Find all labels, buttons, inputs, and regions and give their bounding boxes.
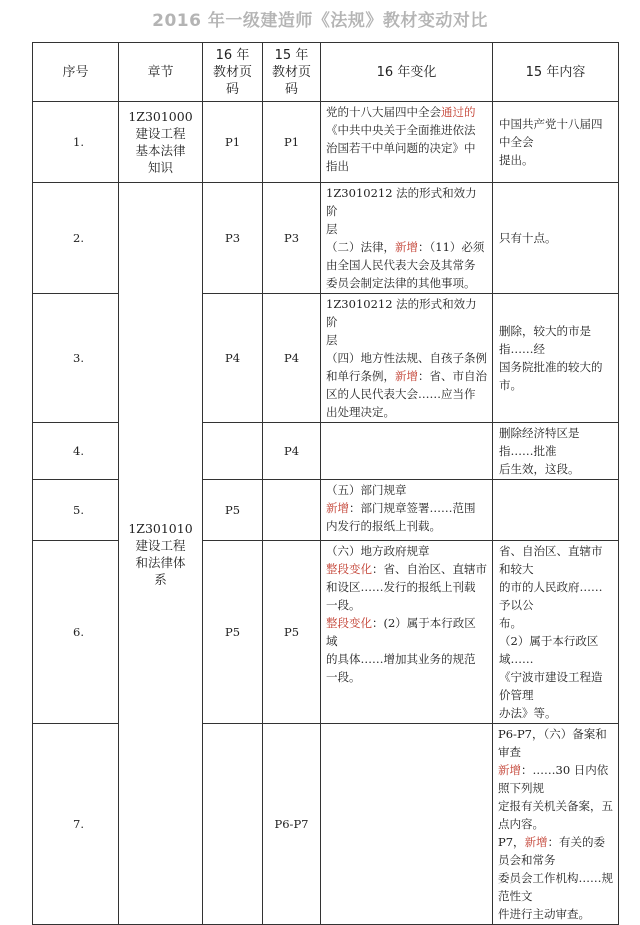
- change-text: 件进行主动审查。: [498, 907, 590, 921]
- row-seq: 3.: [33, 294, 119, 423]
- content-line: 中国共产党十八届四中全会: [499, 117, 603, 149]
- change-text: 内发行的报纸上刊载。: [326, 519, 441, 533]
- change-line: [326, 596, 487, 614]
- change-text: 定报有关机关备案，五点内容。: [498, 799, 613, 831]
- header-chapter: 章节: [119, 43, 203, 102]
- chapter-line: 知识: [147, 160, 173, 175]
- row-seq: 4.: [33, 423, 119, 480]
- page15-cell: P4: [263, 294, 321, 423]
- page15-cell: P5: [263, 541, 321, 724]
- change-text: 层: [326, 222, 338, 236]
- page15-cell: P1: [263, 102, 321, 183]
- header-change16: 16 年变化: [321, 43, 493, 102]
- change-text: 由全国人民代表大会及其常务: [326, 258, 476, 272]
- highlight-text: 整段变化: [326, 616, 372, 630]
- content-line: （2）属于本行政区域……: [499, 634, 599, 666]
- header-page15: [263, 43, 321, 102]
- change-text: ：有关的委员会和常务: [498, 835, 606, 867]
- header-page16-line: 16 年: [215, 47, 250, 63]
- page15-cell: P3: [263, 183, 321, 294]
- change-text: 层: [326, 333, 338, 347]
- content15-cell: [493, 183, 619, 294]
- page16-cell: P3: [203, 183, 263, 294]
- chapter-line: 建设工程: [135, 537, 186, 553]
- change16-cell: [321, 423, 493, 480]
- chapter-line: 系: [154, 571, 167, 587]
- change-text: 出处理决定。: [326, 405, 395, 419]
- highlight-text: 新增: [326, 501, 349, 515]
- change-line: [326, 220, 487, 238]
- change-line: [326, 614, 487, 650]
- highlight-text: 整段变化: [326, 562, 372, 576]
- change-line: [326, 238, 487, 256]
- header-page15-line: 15 年: [274, 47, 309, 63]
- header-page16: [203, 43, 263, 102]
- change-line: [498, 905, 613, 923]
- highlight-text: 新增: [395, 240, 418, 254]
- highlight-text: 通过的: [441, 105, 476, 119]
- change-line: [326, 274, 487, 292]
- chapter-cell: [203, 724, 263, 925]
- change-text: 和单行条例，: [326, 369, 395, 383]
- content15-cell: [493, 480, 619, 541]
- change-text: 指出: [326, 159, 349, 173]
- change-text: 治国若干中单问题的决定》中: [326, 141, 476, 155]
- page-title: 2016 年一级建造师《法规》教材变动对比: [152, 11, 488, 31]
- change-text: 1Z3010212 法的形式和效力阶: [326, 186, 477, 218]
- header-page16-line: 教材页: [212, 64, 252, 80]
- row-seq: 6.: [33, 541, 119, 724]
- change-line: [326, 578, 487, 596]
- change-line: [326, 256, 487, 274]
- content-line: 后生效，这段。: [499, 462, 580, 476]
- content-line: 办法》等。: [499, 706, 557, 720]
- change-line: [326, 542, 487, 560]
- change16-cell: [493, 724, 619, 925]
- change-line: [326, 499, 487, 517]
- chapter-cell: [119, 183, 203, 925]
- change-text: 委员会制定法律的其他事项。: [326, 276, 476, 290]
- change-line: [326, 403, 487, 421]
- content-line: 删除，较大的市是指……经: [499, 324, 591, 356]
- content-line: 的市的人民政府……予以公: [499, 580, 603, 612]
- change-text: P6-P7，（六）备案和审查: [498, 727, 607, 759]
- page16-cell: P5: [203, 541, 263, 724]
- header-content15: 15 年内容: [493, 43, 619, 102]
- change-line: [326, 184, 487, 220]
- chapter-line: 1Z301010: [128, 520, 193, 536]
- change16-cell: [321, 294, 493, 423]
- change-text: 1Z3010212 法的形式和效力阶: [326, 297, 477, 329]
- change-text: 和设区……发行的报纸上刊载: [326, 580, 476, 594]
- content-line: 布。: [499, 616, 522, 630]
- change-text: ：……30 日内依照下列规: [498, 763, 609, 795]
- content-line: 提出。: [499, 153, 534, 167]
- header-row: [33, 43, 619, 102]
- change-line: [326, 103, 487, 121]
- content15-cell: [493, 423, 619, 480]
- row-seq: 1.: [33, 102, 119, 183]
- content-line: 《宁波市建设工程造价管理: [499, 670, 603, 702]
- change-text: 委员会工作机构……规范性文: [498, 871, 613, 903]
- change-line: [498, 797, 613, 833]
- change-text: 区的人民代表大会……应当作: [326, 387, 476, 401]
- change-line: [326, 517, 487, 535]
- change-line: [326, 560, 487, 578]
- change-line: [498, 833, 613, 869]
- change-text: ：省、市自治: [418, 369, 487, 383]
- change-line: [326, 385, 487, 403]
- change-text: 一段。: [326, 598, 361, 612]
- change-text: 《中共中央关于全面推进依法: [326, 123, 476, 137]
- change-text: （六）地方政府规章: [326, 544, 430, 558]
- row-seq: 5.: [33, 480, 119, 541]
- change-text: ：部门规章签署……范围: [349, 501, 476, 515]
- change-text: 党的十八大届四中全会: [326, 105, 441, 119]
- highlight-text: 新增: [498, 763, 521, 777]
- change-line: [326, 349, 487, 367]
- page16-cell: P4: [203, 294, 263, 423]
- header-page16-line: 码: [225, 81, 239, 97]
- change-line: [498, 725, 613, 761]
- change-line: [326, 331, 487, 349]
- table-row: [33, 102, 619, 183]
- change-text: ：省、自治区、直辖市: [372, 562, 487, 576]
- change-line: [326, 367, 487, 385]
- chapter-line: 1Z301000: [128, 109, 193, 124]
- content-line: 省、自治区、直辖市和较大: [499, 544, 603, 576]
- chapter-line: 建设工程: [135, 126, 186, 141]
- content-line: 国务院批准的较大的市。: [499, 360, 603, 392]
- header-page15-line: 码: [284, 81, 298, 97]
- change-text: ：(2）属于本行政区域: [326, 616, 476, 648]
- highlight-text: 新增: [395, 369, 418, 383]
- table-row: [33, 183, 619, 294]
- change-line: [498, 869, 613, 905]
- change16-cell: [321, 541, 493, 724]
- change-text: （二）法律，: [326, 240, 395, 254]
- change-line: [326, 157, 487, 175]
- page16-cell: [203, 423, 263, 480]
- change-text: 的具体……增加其业务的规范: [326, 652, 476, 666]
- change-line: [326, 295, 487, 331]
- page15-cell: [263, 480, 321, 541]
- content15-cell: [493, 294, 619, 423]
- change-text: P7，: [498, 835, 525, 849]
- change16-cell: [321, 183, 493, 294]
- change-line: [326, 139, 487, 157]
- change-text: 一段。: [326, 670, 361, 684]
- header-seq: 序号: [33, 43, 119, 102]
- content15-cell: [493, 102, 619, 183]
- change16-cell: [321, 480, 493, 541]
- content-line: 删除经济特区是指……批准: [499, 426, 580, 458]
- change-text: ：（11）必须: [418, 240, 485, 254]
- change-text: （五）部门规章: [326, 483, 407, 497]
- page16-cell: P1: [203, 102, 263, 183]
- chapter-line: 和法律体: [135, 554, 186, 570]
- change-text: （四）地方性法规、自孩子条例: [326, 351, 487, 365]
- change-line: [326, 668, 487, 686]
- change-line: [326, 481, 487, 499]
- content15-cell: [493, 541, 619, 724]
- page15-cell: [321, 724, 493, 925]
- highlight-text: 新增: [524, 835, 548, 849]
- change16-cell: [321, 102, 493, 183]
- comparison-table: [32, 42, 619, 925]
- change-line: [326, 121, 487, 139]
- chapter-cell: [119, 102, 203, 183]
- row-seq: 2.: [33, 183, 119, 294]
- row-seq: 7.: [33, 724, 119, 925]
- content-line: 只有十点。: [499, 231, 557, 245]
- page15-cell: P4: [263, 423, 321, 480]
- page16-cell: P5: [203, 480, 263, 541]
- change-line: [326, 650, 487, 668]
- change-line: [498, 761, 613, 797]
- header-page15-line: 教材页: [271, 64, 311, 80]
- page16-cell: P6-P7: [263, 724, 321, 925]
- chapter-line: 基本法律: [135, 143, 186, 158]
